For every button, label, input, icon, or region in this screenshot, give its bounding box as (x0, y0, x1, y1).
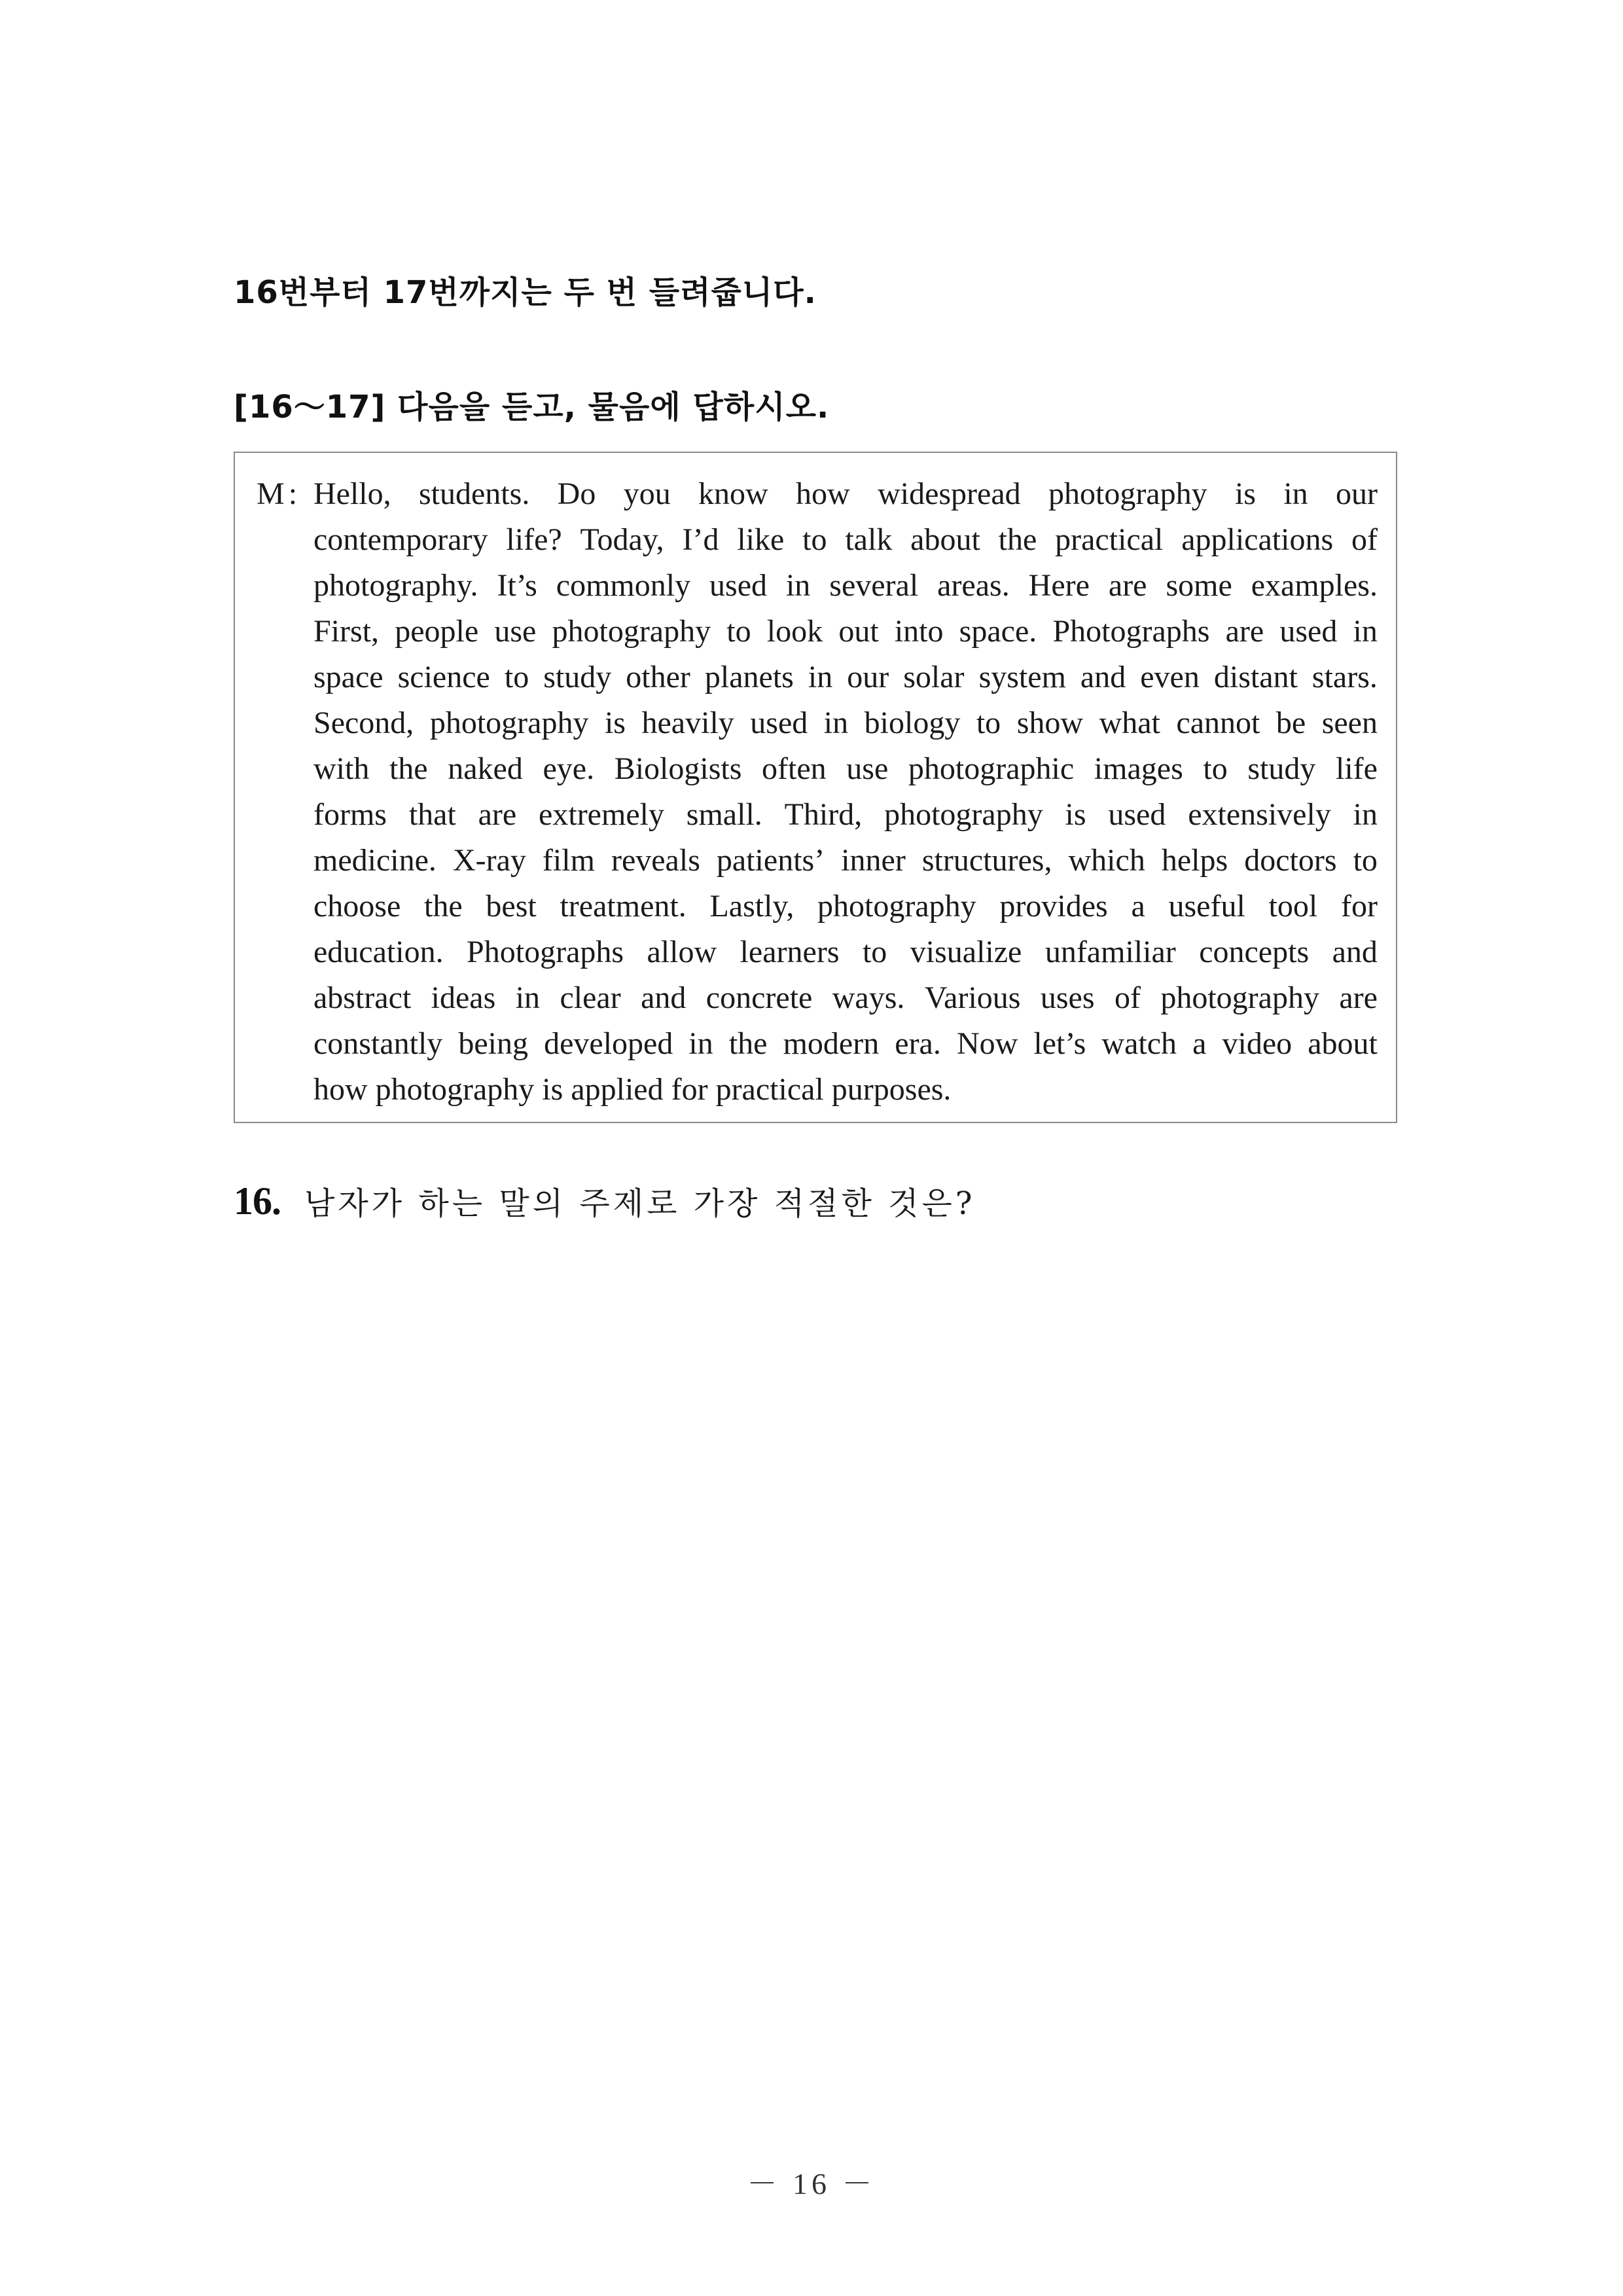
listening-script-text (313, 471, 1378, 1113)
script-line: photography. It’s commonly used in several areas. Here are some examples. (313, 568, 1378, 603)
script-line: space science to study other planets in our solar system and even distant stars. (313, 660, 1378, 694)
script-line: abstract ideas in clear and concrete ways. Various uses of photography are (313, 980, 1378, 1015)
speaker-label: M : (257, 476, 298, 511)
script-line: forms that are extremely small. Third, photography is used extensively in (313, 797, 1378, 832)
speaker-name: M (257, 476, 285, 511)
script-line: how photography is applied for practical purposes. (313, 1072, 952, 1107)
question-set-direction: [16～17] 다음을 듣고, 물음에 답하시오. (234, 389, 830, 425)
script-line: with the naked eye. Biologists often use photographic images to study life (313, 751, 1378, 786)
script-line: Hello, students. Do you know how widespread photography is in our (313, 476, 1378, 511)
script-line: constantly being developed in the modern era. Now let’s watch a video about (313, 1026, 1378, 1061)
script-line: contemporary life? Today, I’d like to talk about the practical applications of (313, 522, 1378, 557)
question-16 (234, 1178, 976, 1224)
script-line: choose the best treatment. Lastly, photography provides a useful tool for (313, 889, 1378, 924)
script-line: First, people use photography to look out into space. Photographs are used in (313, 614, 1378, 649)
script-line: education. Photographs allow learners to visualize unfamiliar concepts and (313, 935, 1378, 969)
script-line: medicine. X-ray film reveals patients’ inner structures, which helps doctors to (313, 843, 1378, 878)
script-line: Second, photography is heavily used in biology to show what cannot be seen (313, 706, 1378, 740)
question-text: 남자가 하는 말의 주제로 가장 적절한 것은? (304, 1185, 976, 1222)
question-number: 16. (234, 1179, 281, 1223)
page-number: － 16 － (747, 2167, 876, 2200)
repeat-notice: 16번부터 17번까지는 두 번 들려줍니다. (234, 274, 817, 311)
